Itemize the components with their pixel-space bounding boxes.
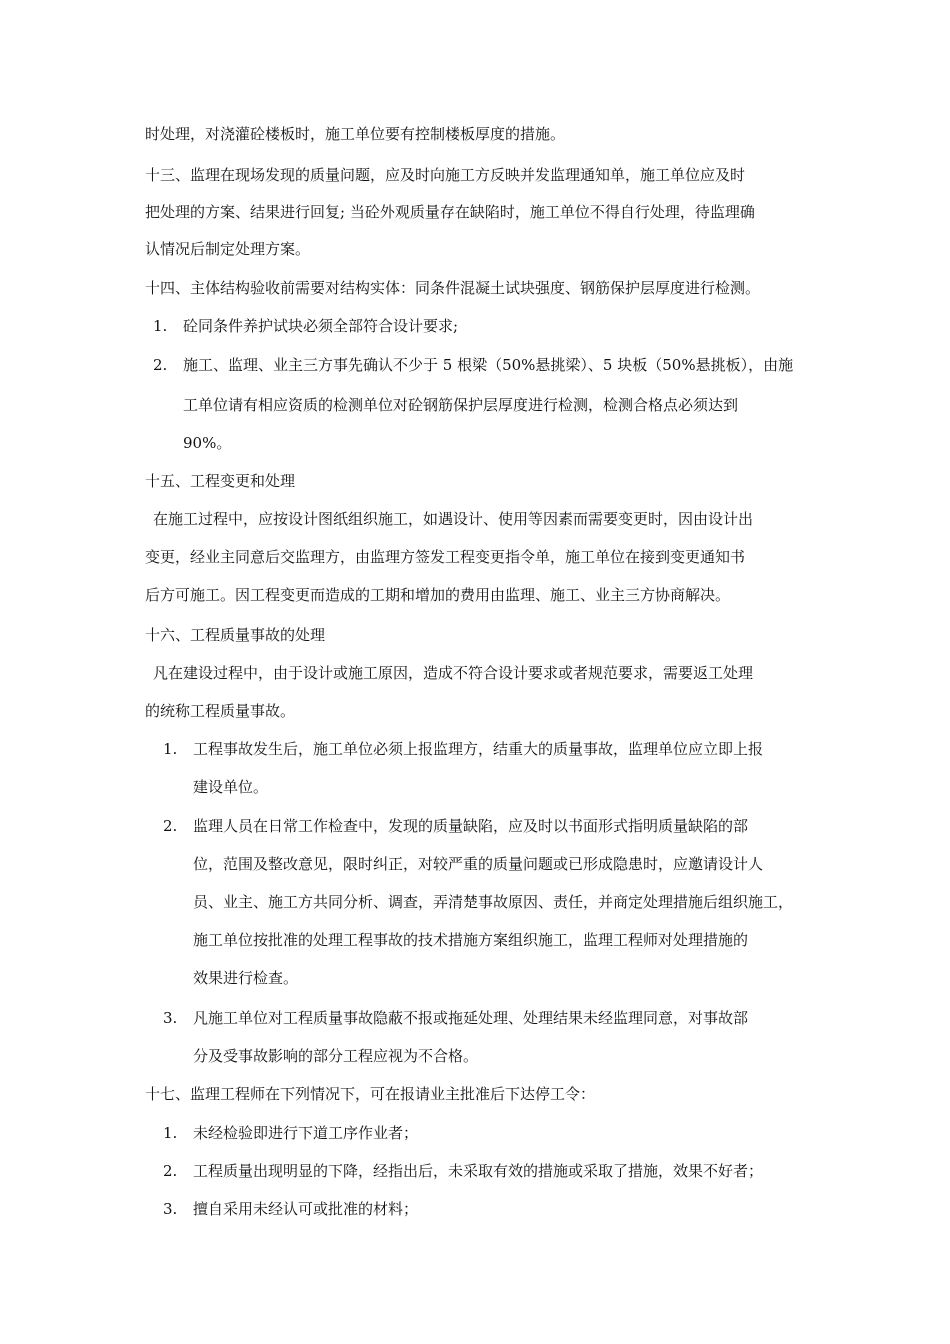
- section-16-line: 凡在建设过程中，由于设计或施工原因，造成不符合设计要求或者规范要求，需要返工处理: [153, 664, 754, 682]
- list-item-line: 分及受事故影响的部分工程应视为不合格。: [193, 1047, 479, 1065]
- list-item-line: 员、业主、施工方共同分析、调查，弄清楚事故原因、责任，并商定处理措施后组织施工，: [193, 893, 794, 911]
- list-number: 3.: [163, 1009, 178, 1027]
- section-15-line: 在施工过程中，应按设计图纸组织施工，如遇设计、使用等因素而需要变更时，因由设计出: [153, 510, 754, 528]
- section-13-line: 认情况后制定处理方案。: [145, 240, 311, 258]
- list-number: 2.: [163, 1162, 178, 1180]
- paragraph-line: 时处理，对浇灌砼楼板时，施工单位要有控制楼板厚度的措施。: [145, 125, 566, 143]
- list-number: 3.: [163, 1200, 178, 1218]
- list-item-line: 工单位请有相应资质的检测单位对砼钢筋保护层厚度进行检测，检测合格点必须达到: [183, 396, 739, 414]
- list-item-line: 凡施工单位对工程质量事故隐蔽不报或拖延处理、处理结果未经监理同意，对事故部: [193, 1009, 749, 1027]
- list-item-line: 监理人员在日常工作检查中，发现的质量缺陷，应及时以书面形式指明质量缺陷的部: [193, 817, 749, 835]
- list-item-line: 施工单位按批准的处理工程事故的技术措施方案组织施工，监理工程师对处理措施的: [193, 931, 749, 949]
- section-16-heading: 十六、工程质量事故的处理: [145, 626, 326, 644]
- list-number: 1.: [163, 1124, 178, 1142]
- list-item-line: 工程事故发生后，施工单位必须上报监理方，结重大的质量事故，监理单位应立即上报: [193, 740, 764, 758]
- list-item-line: 施工、监理、业主三方事先确认不少于 5 根梁（50%悬挑梁）、5 块板（50%悬挑板），由施: [183, 356, 794, 374]
- list-number: 1.: [153, 317, 168, 335]
- section-13-line: 把处理的方案、结果进行回复; 当砼外观质量存在缺陷时，施工单位不得自行处理，待监理确: [145, 203, 755, 221]
- list-item-line: 砼同条件养护试块必须全部符合设计要求;: [183, 317, 459, 335]
- list-item-line: 擅自采用未经认可或批准的材料；: [193, 1200, 419, 1218]
- section-15-line: 后方可施工。因工程变更而造成的工期和增加的费用由监理、施工、业主三方协商解决。: [145, 586, 731, 604]
- section-17-heading: 十七、监理工程师在下列情况下，可在报请业主批准后下达停工令：: [145, 1085, 596, 1103]
- section-13-line: 十三、监理在现场发现的质量问题，应及时向施工方反映并发监理通知单，施工单位应及时: [145, 166, 746, 184]
- section-15-line: 变更，经业主同意后交监理方，由监理方签发工程变更指令单，施工单位在接到变更通知书: [145, 548, 746, 566]
- list-item-line: 位，范围及整改意见，限时纠正，对较严重的质量问题或已形成隐患时，应邀请设计人: [193, 855, 764, 873]
- section-16-line: 的统称工程质量事故。: [145, 702, 296, 720]
- section-14-heading: 十四、主体结构验收前需要对结构实体：同条件混凝土试块强度、钢筋保护层厚度进行检测。: [145, 279, 761, 297]
- list-number: 2.: [153, 356, 168, 374]
- list-item-line: 工程质量出现明显的下降，经指出后，未采取有效的措施或采取了措施，效果不好者；: [193, 1162, 764, 1180]
- list-number: 2.: [163, 817, 178, 835]
- list-number: 1.: [163, 740, 178, 758]
- list-item-line: 90%。: [183, 434, 232, 452]
- section-15-heading: 十五、工程变更和处理: [145, 472, 296, 490]
- list-item-line: 建设单位。: [193, 778, 269, 796]
- list-item-line: 效果进行检查。: [193, 969, 299, 987]
- list-item-line: 未经检验即进行下道工序作业者；: [193, 1124, 419, 1142]
